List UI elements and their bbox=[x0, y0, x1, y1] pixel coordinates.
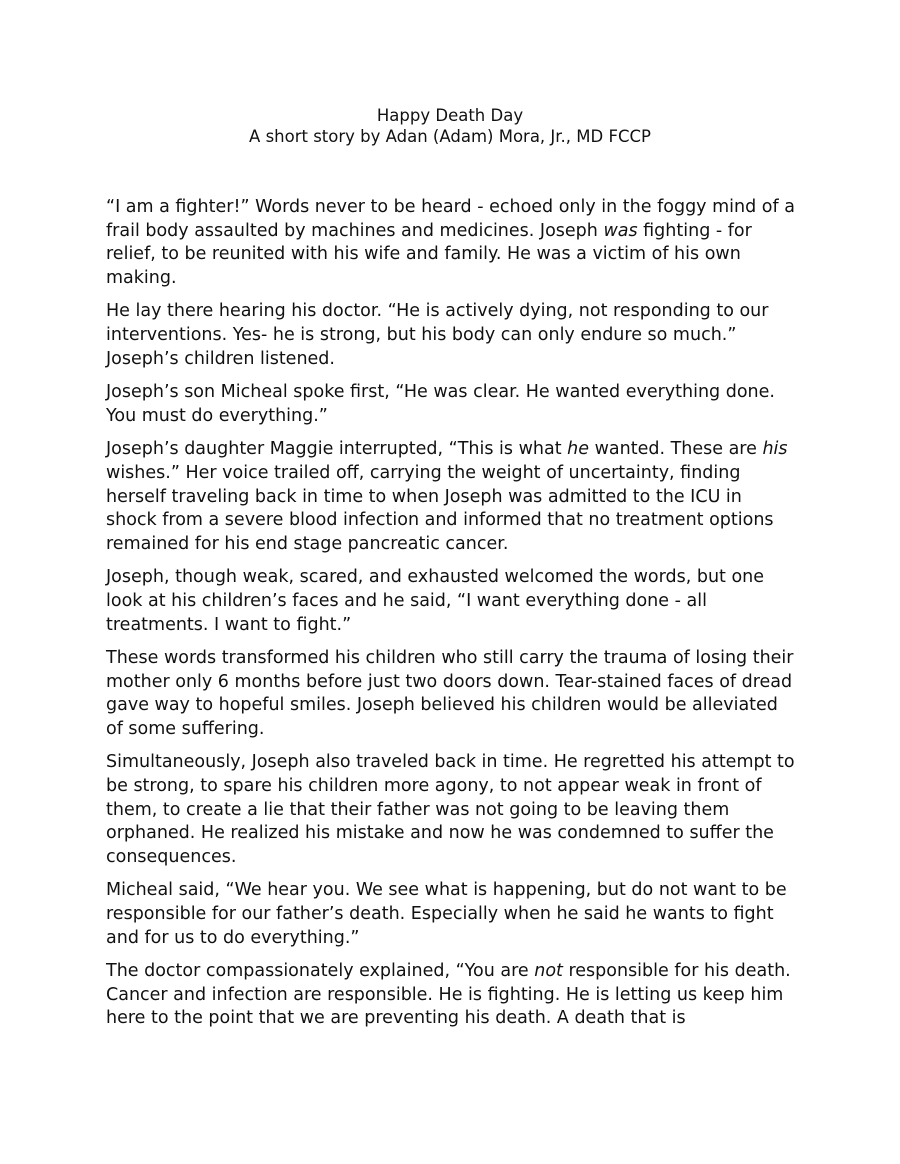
paragraph-1-emphasis: was bbox=[603, 220, 638, 241]
paragraph-7: Simultaneously, Joseph also traveled back in time. He regretted his attempt to be strong, to spare his children more agony, to not appear weak in front of them, to create a lie that their father was not going to be leaving them orphaned. He realized his mistake and now he was condemned to suffer the consequences. bbox=[106, 752, 795, 867]
paragraph-5: Joseph, though weak, scared, and exhausted welcomed the words, but one look at his children’s faces and he said, “I want everything done - all treatments. I want to fight.” bbox=[106, 567, 765, 635]
paragraph-8: Micheal said, “We hear you. We see what is happening, but do not want to be responsible for our father’s death. Especially when he said he wants to fight and for us to do everything.” bbox=[106, 880, 787, 948]
story-byline: A short story by Adan (Adam) Mora, Jr., MD FCCP bbox=[249, 127, 651, 146]
paragraph-3: Joseph’s son Micheal spoke first, “He was clear. He wanted everything done. You must do everything.” bbox=[106, 382, 775, 426]
paragraph-4-emphasis-his: his bbox=[762, 439, 788, 460]
paragraph-9 bbox=[106, 960, 796, 1031]
story-header bbox=[0, 105, 900, 147]
story-body bbox=[106, 196, 796, 1041]
paragraph-4 bbox=[106, 438, 796, 556]
paragraph-4-text-a: Joseph’s daughter Maggie interrupted, “This is what bbox=[106, 439, 568, 460]
paragraph-9-text-a: The doctor compassionately explained, “You are bbox=[106, 961, 535, 982]
paragraph-9-text-c: responsible for his death. Cancer and infection are responsible. He is fighting. He is letting us keep him here to the point that we are preventing his death. A death that is bbox=[106, 961, 791, 1029]
paragraph-9-emphasis: not bbox=[534, 961, 563, 982]
paragraph-6: These words transformed his children who still carry the trauma of losing their mother only 6 months before just two doors down. Tear-stained faces of dread gave way to hopeful smiles. Joseph believed his children would be alleviated of some suffering. bbox=[106, 648, 794, 739]
paragraph-2: He lay there hearing his doctor. “He is actively dying, not responding to our interventions. Yes- he is strong, but his body can only endure so much.” Joseph’s children listened. bbox=[106, 301, 769, 369]
paragraph-4-emphasis-he: he bbox=[567, 439, 590, 460]
paragraph-1-text-a: “I am a fighter!” Words never to be heard - echoed only in the foggy mind of a frail body assaulted by machines and medicines. Joseph bbox=[106, 197, 795, 241]
paragraph-1-text-c: fighting - for relief, to be reunited with his wife and family. He was a victim of his own making. bbox=[106, 220, 752, 288]
paragraph-1 bbox=[106, 196, 796, 290]
paragraph-4-text-c: wanted. These are bbox=[589, 439, 763, 460]
story-title: Happy Death Day bbox=[376, 106, 524, 125]
paragraph-4-text-e: wishes.” Her voice trailed off, carrying the weight of uncertainty, finding herself traveling back in time to when Joseph was admitted to the ICU in shock from a severe blood infection and informed that no treatment options remained for his end stage pancreatic cancer. bbox=[106, 462, 774, 554]
